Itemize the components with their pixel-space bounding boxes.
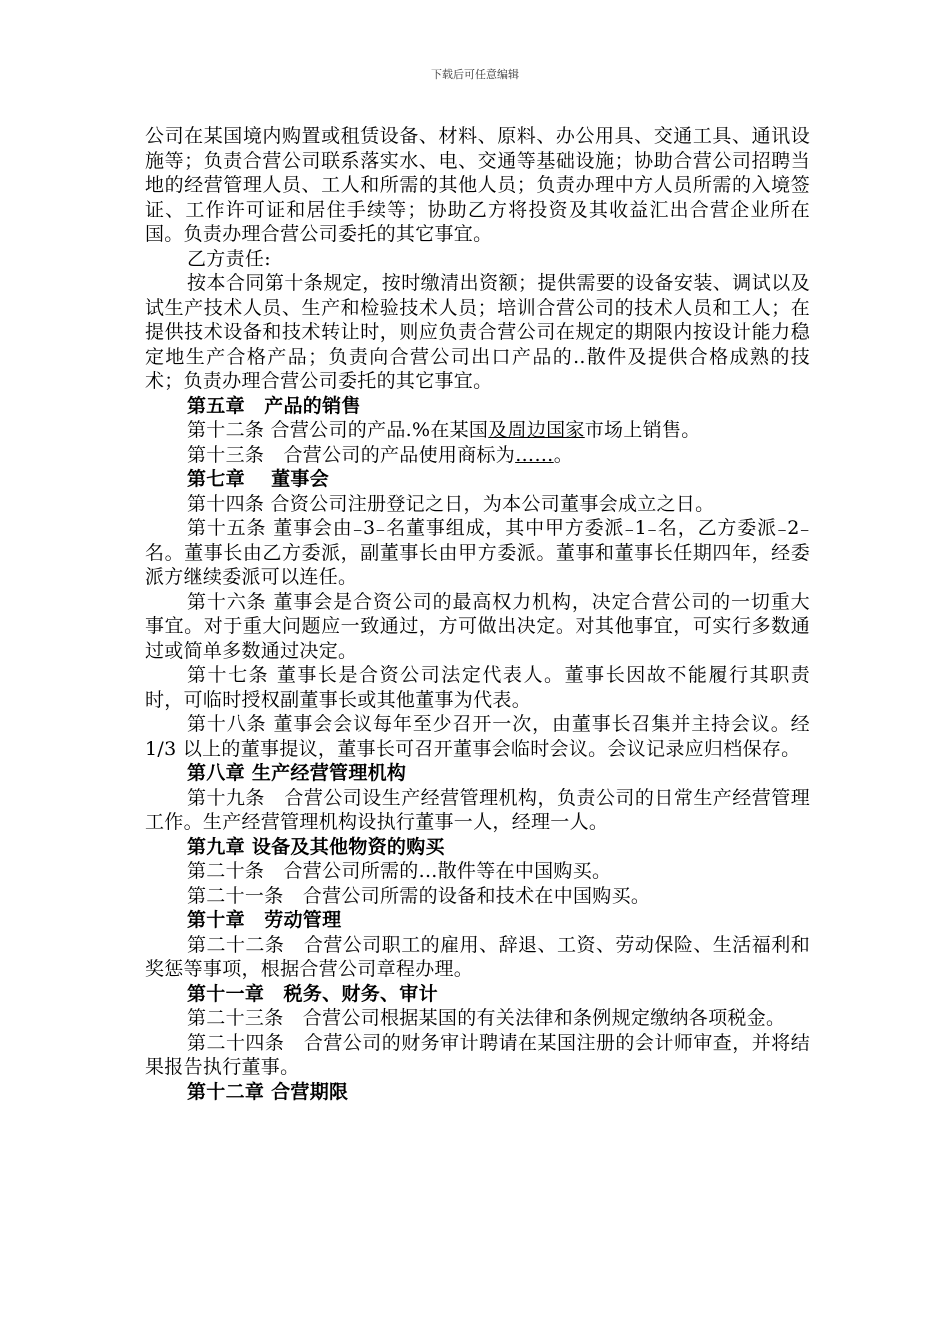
article-18: 第十八条 董事会会议每年至少召开一次，由董事长召集并主持会议。经 1/3 以上的董事提议，董事长可召开董事会临时会议。会议记录应归档保存。 bbox=[145, 713, 810, 760]
article-13 bbox=[145, 443, 810, 468]
article-text: 市场上销售。 bbox=[584, 419, 701, 441]
article-12 bbox=[145, 418, 810, 443]
article-23: 第二十三条 合营公司根据某国的有关法律和条例规定缴纳各项税金。 bbox=[187, 1007, 786, 1029]
article-21: 第二十一条 合营公司所需的设备和技术在中国购买。 bbox=[187, 884, 651, 907]
chapter-heading: 第十二章 合营期限 bbox=[187, 1080, 349, 1103]
article-14: 第十四条 合资公司注册登记之日，为本公司董事会成立之日。 bbox=[187, 492, 715, 515]
article-19: 第十九条 合营公司设生产经营管理机构，负责公司的日常生产经营管理工作。生产经营管理机构设执行董事一人，经理一人。 bbox=[145, 786, 810, 833]
paragraph: 按本合同第十条规定，按时缴清出资额；提供需要的设备安装、调试以及试生产技术人员、生产和检验技术人员；培训合营公司的技术人员和工人；在提供技术设备和技术转让时，则应负责合营公司在规定的期限内按设计能力稳定地生产合格产品；负责向合营公司出口产品的..散件及提供合格成熟的技术；负责办理合营公司委托的其它事宜。 bbox=[145, 272, 810, 392]
paragraph: 乙方责任: bbox=[187, 247, 271, 270]
chapter-heading: 第十章 劳动管理 bbox=[187, 909, 342, 931]
article-text: 第十三条 合营公司的产品使用商标为 bbox=[187, 443, 516, 466]
paragraph: 公司在某国境内购置或租赁设备、材料、原料、办公用具、交通工具、通讯设施等；负责合营公司联系落实水、电、交通等基础设施；协助合营公司招聘当地的经营管理人员、工人和所需的其他人员；负责办理中方人员所需的入境签证、工作许可证和居住手续等；协助乙方将投资及其收益汇出合营企业所在国。负责办理合营公司委托的其它事宜。 bbox=[145, 125, 810, 245]
article-24: 第二十四条 合营公司的财务审计聘请在某国注册的会计师审查，并将结果报告执行董事。 bbox=[145, 1031, 810, 1078]
page-header: 下载后可任意编辑 bbox=[431, 68, 519, 81]
document-body bbox=[145, 124, 810, 1104]
underlined-text: …… bbox=[515, 443, 554, 466]
chapter-heading: 第七章 董事会 bbox=[187, 468, 330, 490]
article-15: 第十五条 董事会由₋3₋名董事组成，其中甲方委派₋1₋名，乙方委派₋2₋名。董事长由乙方委派，副董事长由甲方委派。董事和董事长任期四年，经委派方继续委派可以连任。 bbox=[145, 517, 810, 588]
article-20: 第二十条 合营公司所需的...散件等在中国购买。 bbox=[187, 860, 612, 882]
chapter-heading: 第八章 生产经营管理机构 bbox=[187, 762, 407, 784]
article-17: 第十七条 董事长是合资公司法定代表人。董事长因故不能履行其职责时，可临时授权副董事长或其他董事为代表。 bbox=[145, 664, 810, 711]
chapter-heading: 第十一章 税务、财务、审计 bbox=[187, 982, 438, 1005]
article-text: 第十二条 合营公司的产品.%在某国 bbox=[187, 419, 489, 441]
underlined-text: 及周边国家 bbox=[488, 419, 585, 441]
article-text: 。 bbox=[553, 443, 574, 466]
chapter-heading: 第九章 设备及其他物资的购买 bbox=[187, 835, 445, 858]
chapter-heading: 第五章 产品的销售 bbox=[187, 394, 361, 417]
article-16: 第十六条 董事会是合资公司的最高权力机构，决定合营公司的一切重大事宜。对于重大问题应一致通过，方可做出决定。对其他事宜，可实行多数通过或简单多数通过决定。 bbox=[145, 590, 810, 662]
article-22: 第二十二条 合营公司职工的雇用、辞退、工资、劳动保险、生活福利和奖惩等事项，根据合营公司章程办理。 bbox=[145, 933, 810, 980]
